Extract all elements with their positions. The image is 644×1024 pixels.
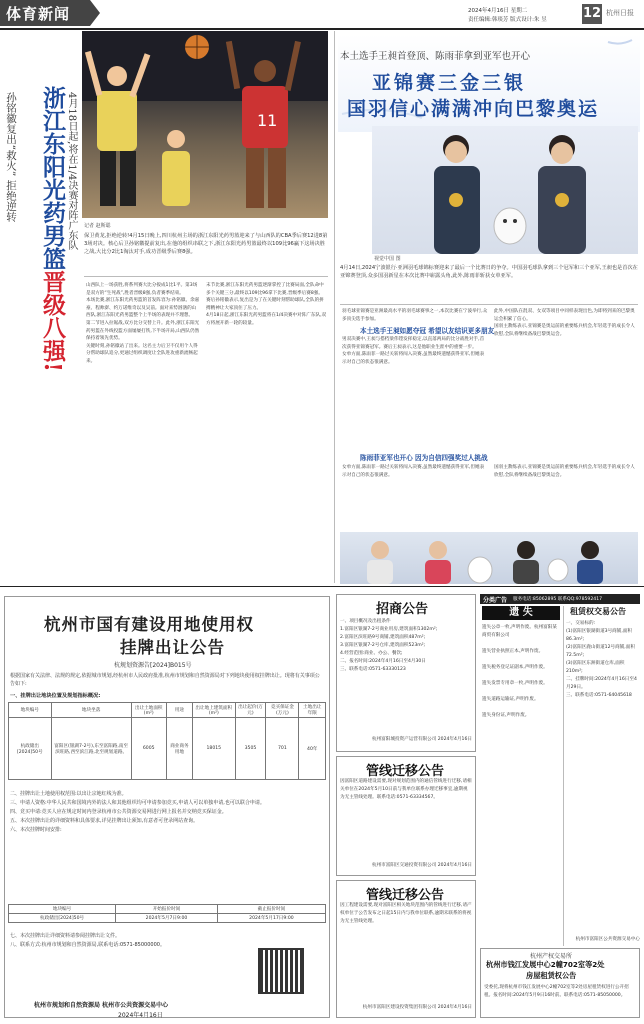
ttd-3: 2024年5月17日9:00 — [217, 914, 325, 923]
badminton-body-col3 — [342, 464, 488, 530]
bb-para-3: 第二节进入拉锯战,双方比分交替上升。此外,浙江东阳光药男篮在外线投篮方面屡屡打铁,下半场开局,山西队仍然保持着领先优势。 — [86, 320, 200, 342]
zs-3: 2.富阳区滨旺路9号商铺,建筑面积487m²; — [340, 635, 426, 640]
zs-6: 二、报名时间:2024年4月16日至4月30日 — [340, 659, 426, 664]
zs-7: 三、联系电话:0571-63330123 — [340, 667, 406, 672]
lost-6: 遗失身份证,声明作废。 — [482, 713, 530, 718]
bm-para-1: 羽毛球亚锦赛是亚洲最高水平的羽毛球赛事之一,本次比赛在宁波举行,众多顶尖选手参加。 — [342, 309, 488, 322]
badminton-lead-rule — [340, 304, 638, 305]
lost-4: 遗失发票专用章一枚,声明作废。 — [482, 681, 548, 686]
land-ad-date: 2024年4月16日 — [118, 1012, 163, 1019]
qr-code — [258, 948, 304, 994]
headline-part-b: 晋级八强! — [39, 270, 66, 373]
note-3: 四、竞买申请:竞买人应在规定时间内登录杭州市公共资源交易网进行网上报名并交纳竞买保证金。 — [10, 809, 227, 815]
lost-1: 遗失公章一枚,声明作废。杭州富阳某商贸有限公司 — [482, 625, 557, 638]
note-1: 二、挂牌出让土地使用权范围:以出让宗地红线为准。 — [10, 791, 127, 797]
service-phone: 服务电话:85062895 联系QQ:978592417 — [513, 597, 603, 602]
notice-head: 杭州产权交易所 — [530, 953, 573, 960]
badminton-body-col2 — [494, 308, 638, 446]
tth-3: 截止报价时间 — [217, 905, 325, 914]
pipeline-title-2: 管线迁移公告 — [366, 888, 445, 903]
note-4: 五、本次挂牌出让的详细资料和具体要求,详见挂牌出让须知,有意者可登录网站查询。 — [10, 818, 199, 824]
header-rule — [0, 28, 644, 30]
caption-rule — [84, 276, 328, 277]
headline-part-a: 浙江东阳光药男篮 — [39, 86, 66, 270]
rent-sign: 杭州市富阳区公共资源交易中心 — [575, 937, 640, 942]
rent-3: (2)富阳区鹿山街道12号商铺,面积72.5m²; — [566, 645, 635, 658]
more-1: 七、本次挂牌出让详细资料请参阅挂牌出让文件。 — [10, 933, 121, 939]
land-ad-notes — [10, 790, 324, 892]
ttd-1: 杭政储出[2024]50号 — [9, 914, 116, 923]
rent-list — [566, 620, 640, 820]
page-number: 12 — [582, 4, 602, 24]
classified-divider — [563, 606, 564, 946]
basketball-kicker: 4月18日起,将在1/4决赛对阵广东队 — [66, 92, 77, 251]
lost-list — [482, 624, 560, 824]
bb-para-6: 赛后孙铭徽表示,复出是为了在关键时刻帮助球队,全队的拼搏精神让大家顶住了压力。 — [206, 298, 324, 311]
date-line: 2024年4月16日 星期二 — [468, 8, 528, 14]
badminton-sub1: 本土选手王昶如愿夺冠 希望以友结识更多朋友 — [360, 327, 495, 335]
zs-4: 3.富阳区银湖7-2号仓库,建筑面积523m²; — [340, 643, 426, 648]
zhaoshang-sign: 杭州富阳城投资产运营有限公司 2024年4月16日 — [371, 737, 472, 742]
basketball-headline — [36, 86, 69, 426]
pipeline-sign-1: 杭州市富阳区交通投资有限公司 2024年4月16日 — [371, 863, 472, 868]
caption-text: 保卫黄龙,拒绝逆转!4月15日晚上,四川杭州主场的浙江东阳光药男篮迎来了与山西队的CBA季后赛12进8第3场对决。核心后卫孙铭徽提前复出,在他的组织串联之下,浙江东阳光药男篮最终以109比96赢下这场决胜之战,大比分2比1淘汰对手,成功晋级季后赛8强。 — [84, 233, 328, 256]
td-1: 杭政储出[2024]50号 — [9, 718, 52, 780]
badminton-bottom-photo-art — [340, 532, 638, 584]
badminton-body-col1b — [342, 336, 488, 446]
land-ad-title-2: 挂牌出让公告 — [120, 638, 225, 657]
pipeline-title-1: 管线迁移公告 — [366, 764, 445, 779]
th-4: 用途 — [166, 703, 192, 718]
table-row — [9, 914, 326, 923]
basketball-photo-credit: 记者 赵斯聪 — [84, 223, 111, 229]
th-3: 出让土地面积(m²) — [131, 703, 166, 718]
land-ad-sec1: 一、挂牌出让地块位置及规划指标概况: — [10, 693, 101, 699]
section-title: 体育新闻 — [6, 5, 71, 23]
notice-title-1: 杭州市钱江发展中心2幢702室等2处 — [486, 960, 605, 969]
bb-para-1: 山西队上一场获胜,将系列赛大比分扳成1比1平。第3场是双方的“生死战”,胜者晋级8强,负者赛季结束。 — [86, 283, 198, 296]
rent-1: 一、交易标的: — [566, 621, 596, 626]
bm-para-7: 国羽主教练表示,亚锦赛是奥运前的重要练兵机会,年轻选手的成长令人欣慰,全队将继续备战巴黎奥运会。 — [494, 465, 635, 478]
bm-para-2: 男双决赛中,王昶与搭档梁伟铿发挥稳定,以直落两局的比分战胜对手,首次获得亚锦赛冠军。赛后王昶表示,这是他职业生涯中的重要一步。 — [342, 337, 485, 350]
rent-4: (3)富阳区东洲街道仓库,面积210m²; — [566, 661, 625, 674]
pipeline-text-1: 因富阳区道路建设需要,现对规划范围内的通信管线进行迁移,请相关单位在2024年5月10日前与我单位联系办理迁移事宜,逾期视为无主管线处理。联系电话:0571-63334567。 — [340, 779, 472, 800]
bm-para-5: 国羽主教练表示,亚锦赛是奥运前的重要练兵机会,年轻选手的成长令人欣慰,全队将继续备战巴黎奥运会。 — [494, 324, 635, 337]
basketball-side-head: 孙铭徽复出“救火” 拒绝逆转 — [5, 92, 17, 222]
land-ad-doc-no: 杭规划资源告[2024]B015号 — [114, 662, 192, 669]
land-ad-title-1: 杭州市国有建设用地使用权 — [44, 615, 254, 634]
tth-1: 地块编号 — [9, 905, 116, 914]
th-5: 出让地上建筑面积(m²) — [192, 703, 235, 718]
tth-2: 开始报价时间 — [116, 905, 218, 914]
badminton-bottom-photo — [340, 532, 638, 584]
th-8: 土地出让年限 — [299, 703, 326, 718]
paper-name: 杭州日报 — [606, 9, 634, 17]
badminton-top-photo-art — [372, 126, 638, 254]
td-2: 富阳区(银湖7-2号),东至富阳路,南至滨旺路,西至滨江路,北至规划道路。 — [51, 718, 131, 780]
pipeline-text-2: 因工程建设需要,现对富阳区相关地块范围内的管线进行迁移,请产权单位于公告发布之日起15日内与我单位联系,逾期未联系的将视为无主管线处理。 — [340, 903, 472, 924]
td-3: 6005 — [131, 718, 166, 780]
bb-para-2: 本场比赛,浙江东阳光药男篮的首发阵容为:孙铭徽、余嘉豪、程帅澎、约万诺维奇以及吴前。面对来势汹汹的山西队,浙江东阳光药男篮整个上半场的表现并不理想。 — [86, 298, 200, 319]
lost-5: 遗失道路运输证,声明作废。 — [482, 697, 539, 702]
td-4: 商业商务用地 — [166, 718, 192, 780]
td-8: 40年 — [299, 718, 326, 780]
zhaoshang-title: 招商公告 — [376, 602, 429, 617]
bb-para-7: 4月18日起,浙江东阳光药男篮将在1/4决赛中对阵广东队,双方将展开新一轮的较量。 — [206, 313, 327, 326]
lost-2: 遗失营业执照正本,声明作废。 — [482, 649, 544, 654]
time-table-header — [9, 905, 326, 914]
zs-1: 一、项目概况及出租条件 — [340, 619, 391, 624]
badminton-kicker: 本土选手王昶首登顶、陈雨菲拿到亚军也开心 — [340, 51, 531, 62]
col-divider-vertical — [334, 31, 335, 583]
ttd-2: 2024年5月7日9:00 — [116, 914, 218, 923]
rent-title: 租赁权交易公告 — [570, 606, 626, 616]
basketball-photo-art — [82, 31, 328, 218]
badminton-headline-1: 亚锦赛三金三银 — [372, 72, 527, 94]
td-6: 3505 — [235, 718, 266, 780]
zhaoshang-text — [340, 618, 472, 728]
note-5: 六、本次挂牌时间安排: — [10, 827, 62, 833]
notice-title-2: 房屋租赁权公告 — [526, 971, 577, 980]
more-2: 八、联系方式:杭州市规划和自然资源局,联系电话:0571-85000000。 — [10, 941, 165, 948]
land-table — [8, 702, 326, 780]
th-1: 地块编号 — [9, 703, 52, 718]
pipeline-sign-2: 杭州市富阳区建设投资集团有限公司 2024年4月16日 — [362, 1005, 472, 1010]
td-5: 18015 — [192, 718, 235, 780]
section-rule-middle — [0, 586, 644, 587]
lost-3: 遗失税务登记证副本,声明作废。 — [482, 665, 548, 670]
land-time-table — [8, 904, 326, 923]
zs-5: 4.经营范围:商业、办公、餐饮; — [340, 651, 403, 656]
zs-2: 1.富阳区银湖7-2号商业用房,建筑面积1302m²; — [340, 627, 438, 632]
notice-text: 受委托,现将杭州市钱江发展中心2幢702室等2处房屋租赁权进行公开招租。报名时间:2024年5月9日16时前。联系电话:0571-85050000。 — [484, 985, 629, 998]
lost-title: 遗 失 — [482, 606, 560, 620]
land-ad-intro: 根据国家有关法律、法规的规定,依据城市规划,经杭州市人民政府批准,杭州市规划和自然资源局对下列地块使用权挂牌出让。现将有关事项公告如下: — [10, 673, 320, 687]
badminton-photo-credit: 视觉中国 图 — [374, 256, 401, 262]
bm-para-3: 女单方面,陈雨菲一路过关斩将闯入决赛,虽然最终遗憾获得亚军,但她表示对自己的状态很满意。 — [342, 352, 485, 365]
badminton-sub2: 陈雨菲亚军也开心 因为自信四强奖过人挑战 — [360, 454, 488, 462]
table-row — [9, 718, 326, 780]
land-ad-more — [10, 932, 240, 980]
rent-6: 三、联系电话:0571-64045618 — [566, 693, 632, 698]
land-table-header — [9, 703, 326, 718]
bb-para-4: 关键时刻,孙铭徽站了出来。这名主力后卫不仅用个人得分帮助球队追分,更通过组织调度让全队进攻重新流畅起来。 — [86, 343, 198, 364]
th-6: 出让起价(万元) — [235, 703, 266, 718]
badminton-lead: 4月14日,2024宁波银行·亚洲羽毛球锦标赛迎来了最后一个比赛日的争夺。中国羽毛球队拿到三个冠军和三个亚军,王昶也是首次在亚锦赛登顶,众多国羽新星在本次比赛中崭露头角,此外,陈雨菲斩获女单亚军。 — [340, 265, 638, 279]
basketball-body-col1 — [86, 282, 200, 582]
basketball-photo — [82, 31, 328, 218]
badminton-body-col4 — [494, 464, 638, 530]
bb-para-5: 末节比赛,浙江东阳光药男篮逐渐掌控了比赛局面,全队命中多个关键三分,最终以109比96拿下比赛,晋级季后赛8强。 — [206, 283, 324, 296]
editor-line: 责任编辑:韩琰芳 版式设计:朱 昱 — [468, 17, 547, 23]
service-head: 分类广告 — [483, 597, 508, 604]
badminton-top-photo — [372, 126, 638, 254]
land-ad-issuer: 杭州市规划和自然资源局 杭州市公共资源交易中心 — [34, 1002, 169, 1009]
badminton-headline-2: 国羽信心满满冲向巴黎奥运 — [347, 98, 600, 120]
basketball-caption — [84, 232, 330, 257]
th-2: 地块坐落 — [51, 703, 131, 718]
header-bar — [0, 0, 644, 28]
bm-para-6: 女单方面,陈雨菲一路过关斩将闯入决赛,虽然最终遗憾获得亚军,但她表示对自己的状态很满意。 — [342, 465, 485, 478]
td-7: 701 — [266, 718, 299, 780]
rent-5: 二、挂牌时间:2024年4月16日至4月29日。 — [566, 677, 637, 690]
section-tab-arrow — [90, 0, 100, 26]
bm-para-4: 此外,中国队在混双、女双等项目中同样表现出色,为即将到来的巴黎奥运会积累了信心。 — [494, 309, 635, 322]
rent-2: (1)富阳区银湖街道3号商铺,面积86.3m²; — [566, 629, 633, 642]
basketball-body-col2 — [206, 282, 328, 582]
note-2: 三、申请人资格:中华人民共和国境内外的法人和其他组织均可申请参加竞买,申请人可以单独申请,也可以联合申请。 — [10, 800, 265, 806]
th-7: 竞买保证金(万元) — [266, 703, 299, 718]
svg-text:11: 11 — [257, 111, 278, 130]
